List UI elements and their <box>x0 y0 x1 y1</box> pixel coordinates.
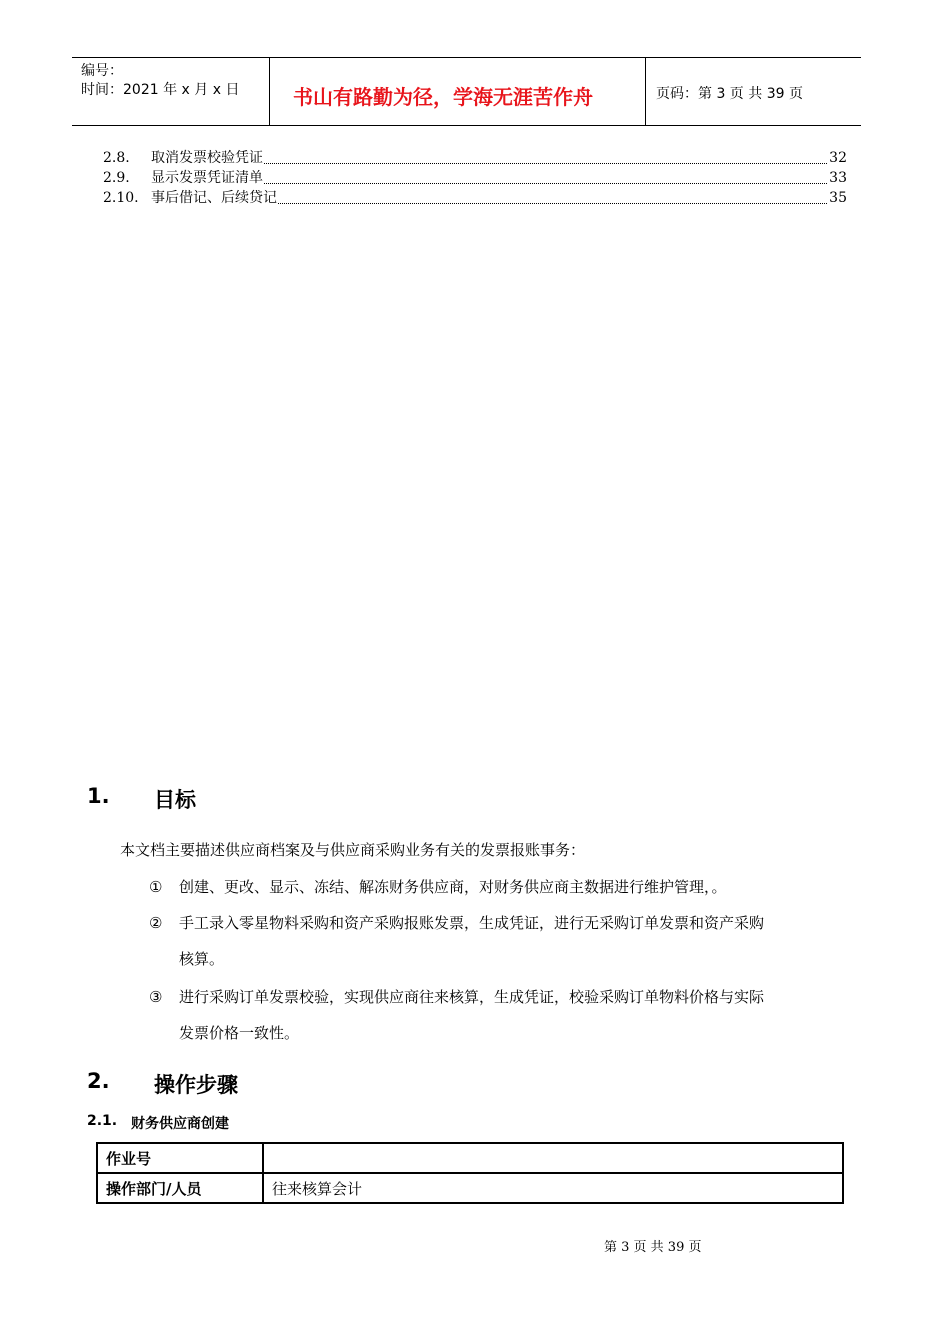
info-table <box>96 1142 844 1204</box>
section1-title: 目标 <box>154 788 196 812</box>
list-marker: ② <box>149 914 163 932</box>
toc-entry[interactable] <box>103 188 847 208</box>
toc-entry-number: 2.10. <box>103 190 139 206</box>
header-page-label: 页码：第 3 页 共 39 页 <box>656 86 803 102</box>
page-footer: 第 3 页 共 39 页 <box>604 1240 702 1255</box>
list-marker: ③ <box>149 988 163 1006</box>
list-item-line: 发票价格一致性。 <box>179 1024 300 1042</box>
toc-entry-page: 35 <box>829 190 847 206</box>
list-item-line: 创建、更改、显示、冻结、解冻财务供应商，对财务供应商主数据进行维护管理，。 <box>179 878 727 896</box>
subsection-number: 2.1. <box>87 1113 118 1129</box>
header-top-rule <box>72 57 861 58</box>
toc-entry-title: 事后借记、后续贷记 <box>151 190 277 206</box>
section1-number: 1. <box>87 784 110 808</box>
header-motto: 书山有路勤为径，学海无涯苦作舟 <box>293 85 593 109</box>
section2-title: 操作步骤 <box>154 1073 238 1097</box>
toc-entry-title: 取消发票校验凭证 <box>151 150 263 166</box>
table-value-cell <box>263 1143 843 1173</box>
header-divider-left <box>269 58 270 126</box>
toc-entry-number: 2.8. <box>103 150 130 166</box>
subsection-title: 财务供应商创建 <box>131 1116 229 1132</box>
toc-entry-number: 2.9. <box>103 170 130 186</box>
toc-entry[interactable] <box>103 148 847 168</box>
table-row <box>97 1143 843 1173</box>
section2-number: 2. <box>87 1069 110 1093</box>
table-value-cell: 往来核算会计 <box>263 1173 843 1203</box>
header-time-label: 时间：2021 年 x 月 x 日 <box>81 82 240 98</box>
table-row <box>97 1173 843 1203</box>
header-number-label: 编号： <box>81 63 123 79</box>
toc-entry-page: 32 <box>829 150 847 166</box>
list-item-line: 进行采购订单发票校验，实现供应商往来核算，生成凭证，校验采购订单物料价格与实际 <box>179 988 765 1006</box>
toc-entry[interactable] <box>103 168 847 188</box>
list-marker: ① <box>149 878 163 896</box>
list-item-line: 手工录入零星物料采购和资产采购报账发票，生成凭证，进行无采购订单发票和资产采购 <box>179 914 765 932</box>
table-label-cell: 操作部门/人员 <box>97 1173 263 1203</box>
toc-entry-page: 33 <box>829 170 847 186</box>
header-divider-right <box>645 58 646 126</box>
section1-intro: 本文档主要描述供应商档案及与供应商采购业务有关的发票报账事务： <box>120 841 586 859</box>
header-bottom-rule <box>72 125 861 126</box>
toc-entry-title: 显示发票凭证清单 <box>151 170 263 186</box>
table-label-cell: 作业号 <box>97 1143 263 1173</box>
list-item-line: 核算。 <box>179 950 225 968</box>
